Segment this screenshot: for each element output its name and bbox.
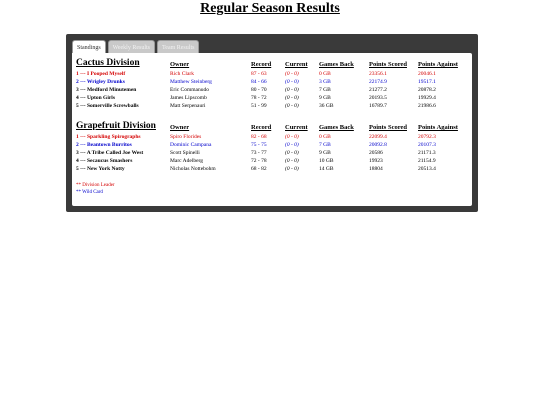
tab-bar (72, 40, 199, 54)
team-name: 3 --- Medford Minutemen (76, 87, 137, 93)
points-against: 19929.4 (418, 95, 436, 101)
owner-name: Rich Clark (170, 71, 194, 77)
owner-name: Spiro Florides (170, 134, 202, 140)
current: (0 - 0) (285, 95, 299, 101)
division-grapefruit (76, 119, 468, 173)
owner-name: Matthew Steinberg (170, 79, 212, 85)
points-against: 20046.1 (418, 71, 436, 77)
points-against: 21154.9 (418, 158, 436, 164)
tab-weekly-results[interactable]: Weekly Results (108, 40, 155, 54)
points-scored: 16789.7 (369, 103, 387, 109)
division-header (76, 56, 468, 68)
points-scored: 21277.2 (369, 87, 387, 93)
col-owner: Owner (170, 61, 190, 68)
col-points-against: Points Against (418, 124, 458, 131)
points-against: 20107.3 (418, 142, 436, 148)
owner-name: Nicholas Nottebohm (170, 166, 216, 172)
points-scored: 18804 (369, 166, 383, 172)
games-back: 3 GB (319, 79, 331, 85)
games-back: 9 GB (319, 95, 331, 101)
games-back: 36 GB (319, 103, 334, 109)
current: (0 - 0) (285, 87, 299, 93)
current: (0 - 0) (285, 158, 299, 164)
points-scored: 20586 (369, 150, 383, 156)
record: 51 - 99 (251, 103, 267, 109)
col-points-against: Points Against (418, 61, 458, 68)
points-scored: 22174.9 (369, 79, 387, 85)
col-record: Record (251, 61, 272, 68)
record: 78 - 72 (251, 95, 267, 101)
table-row (76, 94, 468, 102)
legend-division-leader: ** Division Leader (76, 183, 115, 188)
owner-name: Marc Adelberg (170, 158, 204, 164)
standings-panel (66, 34, 478, 212)
legend-wild-card: ** Wild Card (76, 189, 103, 195)
games-back: 0 GB (319, 71, 331, 77)
points-against: 19517.1 (418, 79, 436, 85)
games-back: 7 GB (319, 142, 331, 148)
current: (0 - 0) (285, 166, 299, 172)
games-back: 7 GB (319, 87, 331, 93)
division-name: Grapefruit Division (76, 121, 156, 131)
col-record: Record (251, 124, 272, 131)
current: (0 - 0) (285, 142, 299, 148)
record: 68 - 82 (251, 166, 267, 172)
points-scored: 19923 (369, 158, 383, 164)
col-points-scored: Points Scored (369, 61, 407, 68)
record: 87 - 63 (251, 71, 267, 77)
record: 80 - 70 (251, 87, 267, 93)
table-row (76, 157, 468, 165)
table-row (76, 86, 468, 94)
table-row (76, 149, 468, 157)
team-name: 5 --- Somerville Screwballs (76, 103, 139, 109)
table-row (76, 165, 468, 173)
team-name: 4 --- Upton Girls (76, 95, 115, 101)
record: 73 - 77 (251, 150, 267, 156)
col-games-back: Games Back (319, 124, 354, 131)
col-current: Current (285, 61, 308, 68)
record: 82 - 68 (251, 134, 267, 140)
team-name: 2 --- Beantown Burritos (76, 142, 132, 148)
points-against: 20878.2 (418, 87, 436, 93)
points-against: 20792.3 (418, 134, 436, 140)
current: (0 - 0) (285, 71, 299, 77)
points-against: 21171.3 (418, 150, 436, 156)
record: 75 - 75 (251, 142, 267, 148)
games-back: 14 GB (319, 166, 334, 172)
tab-standings[interactable]: Standings (72, 40, 106, 54)
points-scored: 22099.4 (369, 134, 387, 140)
owner-name: Dominic Campana (170, 142, 212, 148)
division-cactus (76, 56, 468, 110)
points-scored: 20092.8 (369, 142, 387, 148)
points-against: 20513.4 (418, 166, 436, 172)
owner-name: Scott Spinelli (170, 150, 200, 156)
games-back: 0 GB (319, 134, 331, 140)
team-name: 3 --- A Tribe Called Joe West (76, 150, 144, 156)
record: 84 - 66 (251, 79, 267, 85)
division-header (76, 119, 468, 131)
col-points-scored: Points Scored (369, 124, 407, 131)
table-row (76, 70, 468, 78)
points-against: 21986.6 (418, 103, 436, 109)
owner-name: Matt Serpenauri (170, 103, 206, 109)
current: (0 - 0) (285, 150, 299, 156)
page-title: Regular Season Results (200, 1, 340, 16)
team-name: 1 --- I Pooped Myself (76, 71, 126, 77)
owner-name: Eric Commanudo (170, 87, 209, 93)
points-scored: 20193.5 (369, 95, 387, 101)
table-row (76, 133, 468, 141)
table-row (76, 141, 468, 149)
current: (0 - 0) (285, 103, 299, 109)
legend (76, 183, 115, 196)
current: (0 - 0) (285, 79, 299, 85)
games-back: 9 GB (319, 150, 331, 156)
team-name: 2 --- Wrigley Drunks (76, 79, 125, 85)
team-name: 1 --- Sparkling Spirographs (76, 134, 141, 140)
games-back: 10 GB (319, 158, 334, 164)
record: 72 - 78 (251, 158, 267, 164)
division-name: Cactus Division (76, 58, 140, 68)
tab-team-results[interactable]: Team Results (157, 40, 199, 54)
points-scored: 23356.1 (369, 71, 387, 77)
col-games-back: Games Back (319, 61, 354, 68)
col-owner: Owner (170, 124, 190, 131)
team-name: 4 --- Secaucus Smashers (76, 158, 133, 164)
table-row (76, 78, 468, 86)
standings-content (72, 53, 472, 206)
col-current: Current (285, 124, 308, 131)
owner-name: James Lipscomb (170, 95, 207, 101)
table-row (76, 102, 468, 110)
current: (0 - 0) (285, 134, 299, 140)
team-name: 5 --- New York Notty (76, 166, 125, 172)
